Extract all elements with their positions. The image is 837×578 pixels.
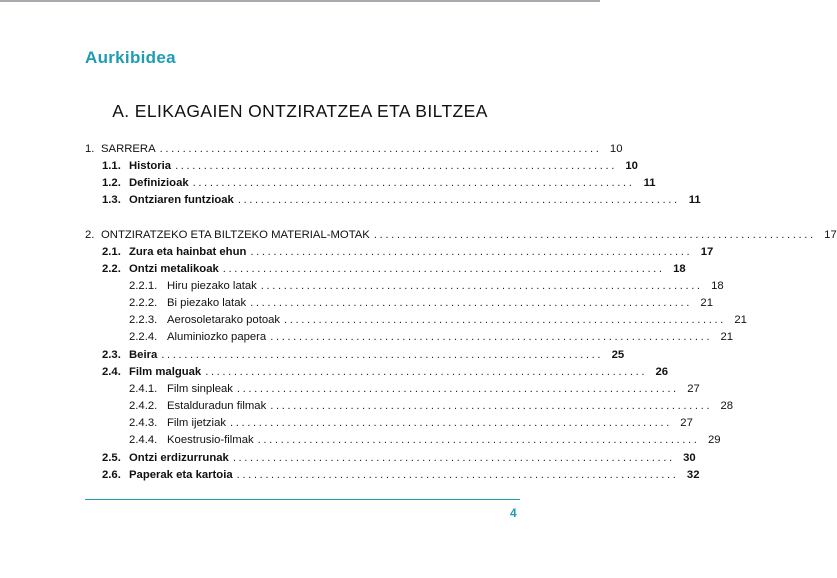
toc-entry[interactable] <box>129 432 721 449</box>
toc-entry[interactable] <box>85 227 837 244</box>
toc-entry-page: 29 <box>707 434 721 446</box>
dot-leader: ............................................................................. <box>373 229 816 241</box>
dot-leader: ............................................................................. <box>230 417 672 429</box>
toc-entry-page: 32 <box>686 469 700 481</box>
toc-entry[interactable] <box>129 278 724 295</box>
toc-entry-number: 2. <box>85 229 95 241</box>
toc-entry-label: Ontzi metalikoak <box>129 263 219 275</box>
toc-entry[interactable] <box>102 261 686 278</box>
toc-entry-page: 21 <box>720 331 734 343</box>
toc-entry-page: 11 <box>643 177 656 189</box>
dot-leader: ............................................................................. <box>161 349 604 361</box>
toc-entry-label: ONTZIRATZEKO ETA BILTZEKO MATERIAL-MOTAK <box>101 229 370 241</box>
toc-entry-page: 30 <box>683 452 696 464</box>
dot-leader: ............................................................................. <box>205 366 648 378</box>
toc-entry-page: 17 <box>700 246 714 258</box>
toc-entry-number: 2.2.3. <box>129 314 158 326</box>
toc-entry-label: Film malguak <box>129 366 202 378</box>
dot-leader: ............................................................................. <box>260 280 703 292</box>
toc-entry[interactable] <box>85 141 623 158</box>
dot-leader: ............................................................................. <box>250 246 693 258</box>
toc-entry-number: 2.2.1. <box>129 280 158 292</box>
dot-leader: ............................................................................. <box>270 400 713 412</box>
toc-entry-label: Ontziaren funtzioak <box>129 194 234 206</box>
toc-entry[interactable] <box>102 364 669 381</box>
toc-entry-number: 1.2. <box>102 177 121 189</box>
toc-entry-number: 1. <box>85 143 95 155</box>
dot-leader: ............................................................................. <box>270 331 713 343</box>
toc-entry-number: 2.5. <box>102 452 121 464</box>
toc-entry-label: Beira <box>129 349 158 361</box>
dot-leader: ............................................................................. <box>222 263 665 275</box>
toc-entry[interactable] <box>129 381 700 398</box>
toc-entry-label: SARRERA <box>101 143 156 155</box>
toc-entry-number: 2.4.1. <box>129 383 158 395</box>
toc-entry[interactable] <box>102 175 656 192</box>
dot-leader: ............................................................................. <box>175 160 617 172</box>
toc-entry-page: 17 <box>824 229 837 241</box>
toc-entry-label: Bi piezako latak <box>167 297 247 309</box>
toc-entry[interactable] <box>102 192 701 209</box>
toc-entry-number: 2.4.2. <box>129 400 158 412</box>
toc-entry-label: Aerosoletarako potoak <box>167 314 281 326</box>
footer-divider <box>85 499 520 500</box>
toc-entry-number: 2.2.4. <box>129 331 158 343</box>
toc-entry[interactable] <box>102 347 625 364</box>
toc-entry[interactable] <box>129 295 713 312</box>
toc-entry-label: Film ijetziak <box>167 417 226 429</box>
dot-leader: ............................................................................. <box>236 383 679 395</box>
toc-entry-page: 21 <box>734 314 747 326</box>
toc-entry-page: 25 <box>611 349 625 361</box>
toc-entry-page: 10 <box>625 160 638 172</box>
toc-entry-page: 18 <box>673 263 686 275</box>
toc-entry-number: 2.4. <box>102 366 121 378</box>
toc-entry-number: 2.2.2. <box>129 297 158 309</box>
toc-entry-label: Koestrusio-filmak <box>167 434 254 446</box>
toc-entry-page: 27 <box>687 383 700 395</box>
page-number: 4 <box>510 506 517 520</box>
toc-entry-page: 28 <box>720 400 734 412</box>
toc-entry-label: Paperak eta kartoia <box>129 469 233 481</box>
dot-leader: ............................................................................. <box>159 143 602 155</box>
dot-leader: ............................................................................. <box>257 434 700 446</box>
toc-entry-label: Estalduradun filmak <box>167 400 267 412</box>
toc-entry-page: 18 <box>711 280 724 292</box>
toc-entry[interactable] <box>102 450 696 467</box>
dot-leader: ............................................................................. <box>192 177 635 189</box>
toc-entry[interactable] <box>102 244 714 261</box>
dot-leader: ............................................................................. <box>250 297 692 309</box>
toc-entry-label: Hiru piezako latak <box>167 280 257 292</box>
toc-entry-label: Historia <box>129 160 172 172</box>
dot-leader: ............................................................................. <box>232 452 675 464</box>
toc-entry[interactable] <box>129 329 734 346</box>
toc-entry-label: Zura eta hainbat ehun <box>129 246 247 258</box>
toc-entry[interactable] <box>102 158 638 175</box>
toc-entry[interactable] <box>102 467 700 484</box>
toc-entry-page: 10 <box>609 143 623 155</box>
toc-entry-label: Ontzi erdizurrunak <box>129 452 229 464</box>
toc-entry[interactable] <box>129 312 747 329</box>
section-heading: Aurkibidea <box>85 48 176 67</box>
toc-entry-label: Aluminiozko papera <box>167 331 267 343</box>
dot-leader: ............................................................................. <box>237 194 680 206</box>
toc-entry[interactable] <box>129 398 734 415</box>
toc-entry-page: 11 <box>688 194 701 206</box>
toc-entry-number: 2.1. <box>102 246 121 258</box>
toc-entry-number: 2.4.4. <box>129 434 158 446</box>
toc-entry-number: 2.4.3. <box>129 417 158 429</box>
toc-entry[interactable] <box>129 415 693 432</box>
dot-leader: ............................................................................. <box>236 469 679 481</box>
toc-entry-page: 21 <box>700 297 713 309</box>
dot-leader: ............................................................................. <box>284 314 726 326</box>
toc-entry-number: 2.6. <box>102 469 121 481</box>
toc-entry-page: 27 <box>680 417 693 429</box>
toc-entry-label: Film sinpleak <box>167 383 233 395</box>
toc-entry-label: Definizioak <box>129 177 189 189</box>
toc-entry-number: 2.3. <box>102 349 121 361</box>
toc-entry-number: 2.2. <box>102 263 121 275</box>
toc-entry-number: 1.1. <box>102 160 121 172</box>
toc-entry-number: 1.3. <box>102 194 121 206</box>
toc-entry-page: 26 <box>655 366 669 378</box>
page-title: A. ELIKAGAIEN ONTZIRATZEA ETA BILTZEA <box>112 101 488 121</box>
